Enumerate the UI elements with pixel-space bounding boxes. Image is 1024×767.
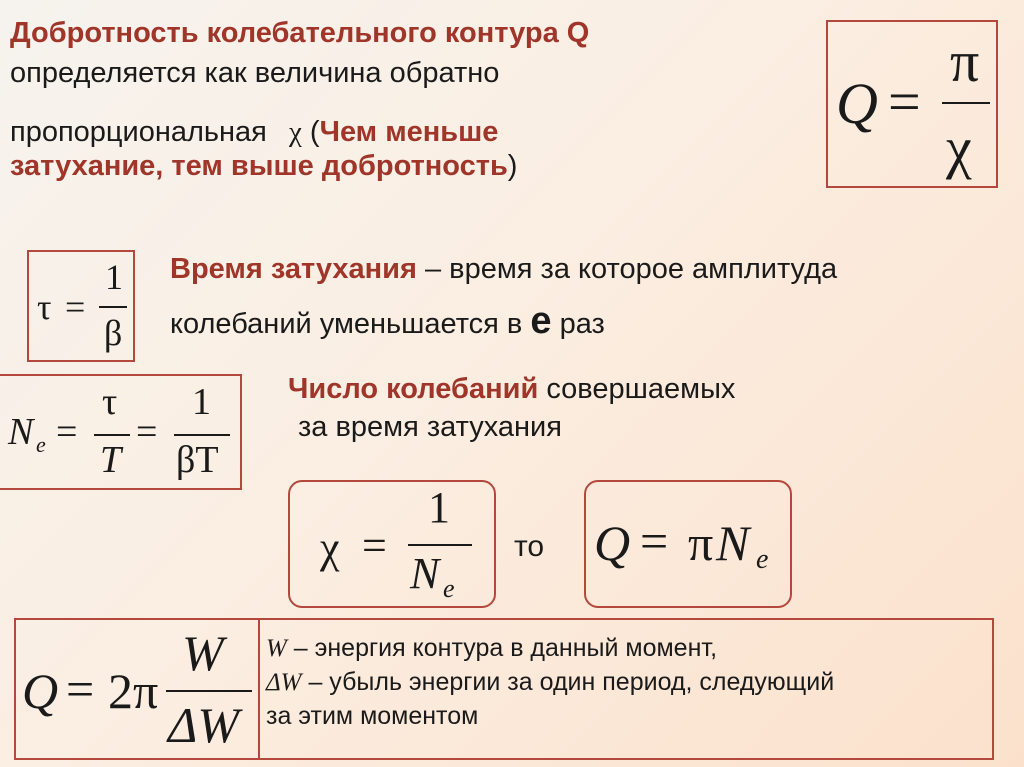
formula-q-pi-chi-box (826, 20, 998, 188)
oscillations-line2: за время затухания (298, 411, 562, 444)
paren-close: ) (507, 150, 518, 183)
emph-line2: затухание, тем выше добротность (10, 150, 508, 183)
t-denominator: T (100, 439, 122, 481)
equals-sign-1: = (56, 411, 78, 453)
pi-symbol: π (688, 515, 714, 571)
two-pi: 2π (108, 663, 159, 719)
w-symbol: W (266, 635, 287, 662)
chi-denominator: χ (946, 115, 972, 180)
tau-numerator: τ (102, 381, 118, 423)
decay-time-text (170, 254, 1020, 342)
one-numerator: 1 (105, 257, 123, 297)
q-symbol: Q (836, 71, 878, 136)
delta-w-denominator: ΔW (168, 697, 239, 753)
fraction-bar (166, 690, 252, 692)
intro-title: Добротность колебательного контура Q (10, 17, 590, 49)
decay-time-line2 (170, 302, 1020, 342)
energy-note-w (266, 632, 984, 666)
beta-denominator: β (104, 313, 123, 353)
pi-numerator: π (950, 29, 980, 94)
formula-energy-box (14, 618, 260, 760)
oscillations-rest: совершаемых (538, 373, 736, 405)
fraction-bar-2 (174, 434, 230, 436)
equals-sign: = (362, 521, 387, 570)
equals-sign: = (65, 287, 86, 327)
equals-sign-2: = (136, 411, 158, 453)
equals-sign: = (66, 661, 95, 717)
intro-paragraph (10, 18, 770, 182)
intro-line2: определяется как величина обратно (10, 57, 500, 90)
paren-open: ( (309, 115, 320, 148)
q-symbol: Q (22, 663, 59, 719)
n-denominator: N (410, 549, 440, 598)
chi-symbol: χ (288, 115, 302, 148)
fraction-bar (99, 306, 127, 308)
energy-notes-box (258, 618, 994, 760)
n-symbol: N (8, 411, 34, 453)
n-subscript: e (443, 574, 455, 603)
intro-line3-prefix: пропорциональная (10, 115, 267, 148)
n-subscript: e (36, 432, 46, 457)
energy-note-dw (266, 666, 984, 700)
e-symbol: e (530, 300, 552, 343)
decay-time-term: Время затухания (170, 253, 417, 285)
emph-line1: Чем меньше (319, 115, 499, 148)
decay-time-rest: – время за которое амплитуда (416, 253, 838, 285)
fraction-bar (408, 544, 472, 546)
connector-text: то (514, 530, 545, 563)
n-subscript: e (756, 544, 769, 575)
formula-q-pi-ne-box (584, 480, 792, 608)
tau-symbol: τ (37, 287, 52, 327)
formula-chi-box (288, 480, 496, 608)
q-symbol: Q (594, 515, 631, 571)
intro-line4 (10, 151, 770, 181)
intro-line3 (10, 117, 770, 147)
one-numerator: 1 (428, 483, 450, 532)
equals-sign: = (888, 69, 921, 134)
energy-note-line3: за этим моментом (266, 701, 479, 730)
w-description: – энергия контура в данный момент, (286, 634, 718, 662)
w-numerator: W (182, 625, 224, 681)
chi-symbol: χ (320, 523, 340, 572)
oscillations-text (288, 374, 888, 443)
decay-time-line2-end: раз (559, 308, 605, 341)
fraction-bar-1 (94, 434, 130, 436)
formula-tau-box (27, 250, 135, 362)
oscillations-line1 (288, 374, 888, 404)
one-numerator: 1 (192, 381, 211, 423)
n-symbol: N (716, 515, 750, 571)
decay-time-line2-text: колебаний уменьшается в (170, 308, 523, 341)
oscillations-term: Число колебаний (288, 373, 539, 405)
beta-t-denominator: βT (176, 439, 219, 481)
equals-sign: = (640, 513, 669, 569)
fraction-bar (942, 102, 990, 104)
formula-ne-box (0, 374, 242, 490)
dw-symbol: ΔW (266, 668, 302, 696)
decay-time-line1 (170, 254, 1020, 284)
dw-description: – убыль энергии за один период, следующий (301, 667, 835, 696)
